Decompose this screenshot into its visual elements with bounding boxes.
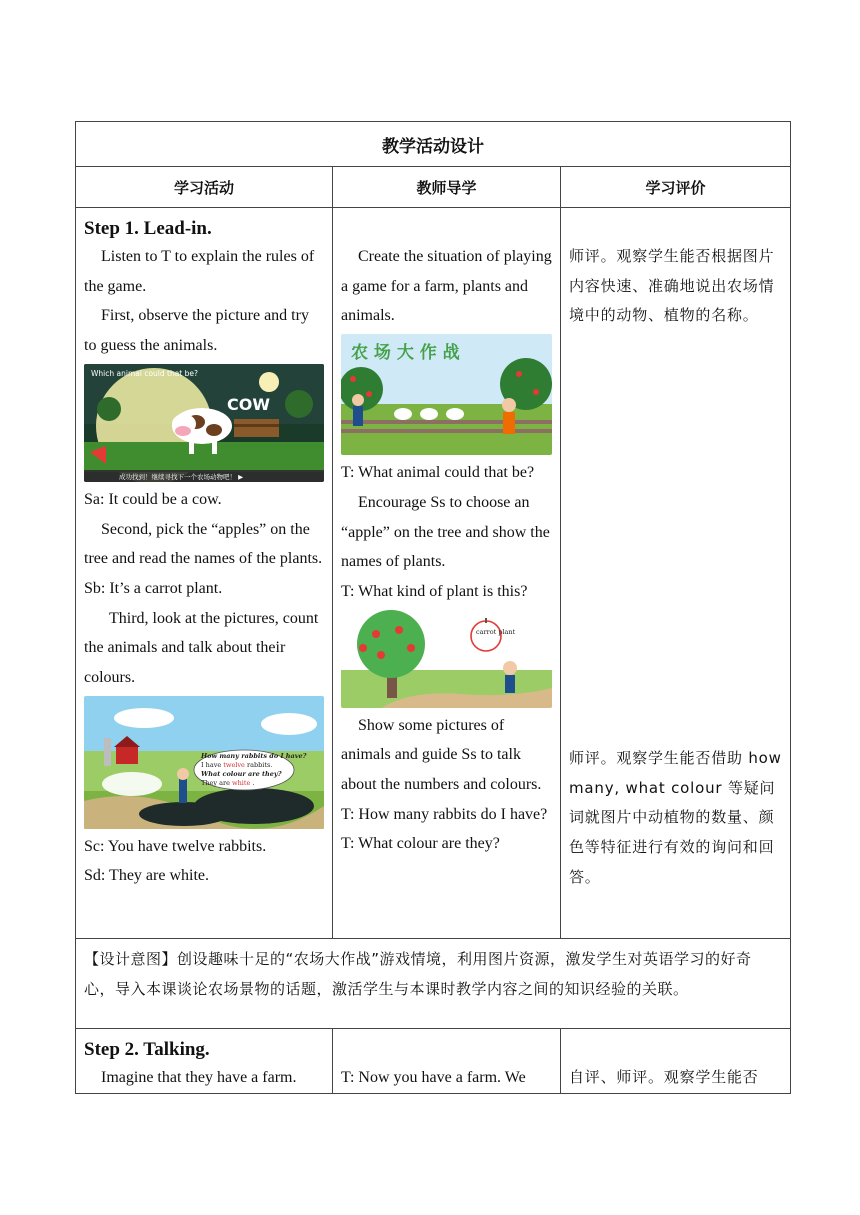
cow-game-image xyxy=(84,364,324,482)
step1-teacher-q2: T: What kind of plant is this? xyxy=(341,582,528,600)
step2-student-cell xyxy=(76,1029,333,1094)
column-header-learning-evaluation: 学习评价 xyxy=(561,167,791,208)
farm-rabbits-image xyxy=(84,696,324,829)
step1-sb: Sb: It’s a carrot plant. xyxy=(84,579,223,597)
table-title: 教学活动设计 xyxy=(76,122,791,167)
step2-student-p1: Imagine that they have a farm. xyxy=(101,1069,297,1086)
cow-image-prompt: Which animal could that be? xyxy=(91,368,198,378)
step1-sc: Sc: You have twelve rabbits. xyxy=(84,837,267,855)
cow-image-caption: 成功找到！继续寻找下一个农场动物吧！ ▶ xyxy=(119,472,244,481)
column-header-teacher-guidance: 教师导学 xyxy=(333,167,561,208)
rabbits-bubble-line2: I have twelve rabbits. xyxy=(201,760,273,769)
column-header-learning-activity: 学习活动 xyxy=(76,167,333,208)
step2-teacher-cell xyxy=(333,1029,561,1094)
step1-teacher-cell xyxy=(333,208,561,939)
farm-game-title-image xyxy=(341,334,552,455)
step2-title: Step 2. Talking. xyxy=(84,1039,210,1060)
step1-teacher-p2: Encourage Ss to choose an “apple” on the tree and show the names of plants. xyxy=(341,493,550,571)
step1-student-p3: Second, pick the “apples” on the tree and read the names of the plants. xyxy=(84,520,323,568)
apple-label: carrot plant xyxy=(476,627,516,636)
step1-sa: Sa: It could be a cow. xyxy=(84,490,222,508)
step2-evaluation-p1: 自评、师评。观察学生能否 xyxy=(569,1068,759,1086)
step1-student-p2: First, observe the picture and try to guess the animals. xyxy=(84,307,309,355)
step2-teacher-p1: T: Now you have a farm. We xyxy=(341,1069,526,1086)
step1-teacher-q4: T: What colour are they? xyxy=(341,835,500,853)
step1-sd: Sd: They are white. xyxy=(84,867,210,885)
step1-teacher-q3: T: How many rabbits do I have? xyxy=(341,805,548,823)
cow-image-word: COW xyxy=(227,394,270,414)
step1-evaluation-1: 师评。观察学生能否根据图片内容快速、准确地说出农场情境中的动物、植物的名称。 xyxy=(569,247,775,325)
step1-evaluation-cell xyxy=(561,208,791,939)
step1-student-p4: Third, look at the pictures, count the animals and talk about their colours. xyxy=(84,609,319,687)
apple-tree-image xyxy=(341,610,552,708)
rabbits-bubble-line1: How many rabbits do I have? xyxy=(201,751,307,760)
step1-student-cell xyxy=(76,208,333,939)
design-intent: 【设计意图】创设趣味十足的“农场大作战”游戏情境，利用图片资源，激发学生对英语学习的好奇心，导入本课谈论农场景物的话题，激活学生与本课时教学内容之间的知识经验的关联。 xyxy=(76,939,791,1029)
step1-teacher-p3: Show some pictures of animals and guide Ss to talk about the numbers and colours. xyxy=(341,716,542,794)
step1-teacher-p1: Create the situation of playing a game for a farm, plants and animals. xyxy=(341,248,552,325)
lesson-design-table xyxy=(75,121,791,1094)
farm-game-title: 农 场 大 作 战 xyxy=(351,343,460,364)
step2-evaluation-cell xyxy=(561,1029,791,1094)
rabbits-bubble-line4: They are white . xyxy=(201,778,255,787)
step1-teacher-q1: T: What animal could that be? xyxy=(341,464,535,482)
step1-student-p1: Listen to T to explain the rules of the game. xyxy=(84,248,315,295)
rabbits-bubble-line3: What colour are they? xyxy=(201,769,282,778)
step1-title: Step 1. Lead-in. xyxy=(84,218,212,239)
step1-evaluation-2: 师评。观察学生能否借助 how many, what colour 等疑问词就图片中动植物的数量、颜色等特征进行有效的询问和回答。 xyxy=(569,749,782,886)
